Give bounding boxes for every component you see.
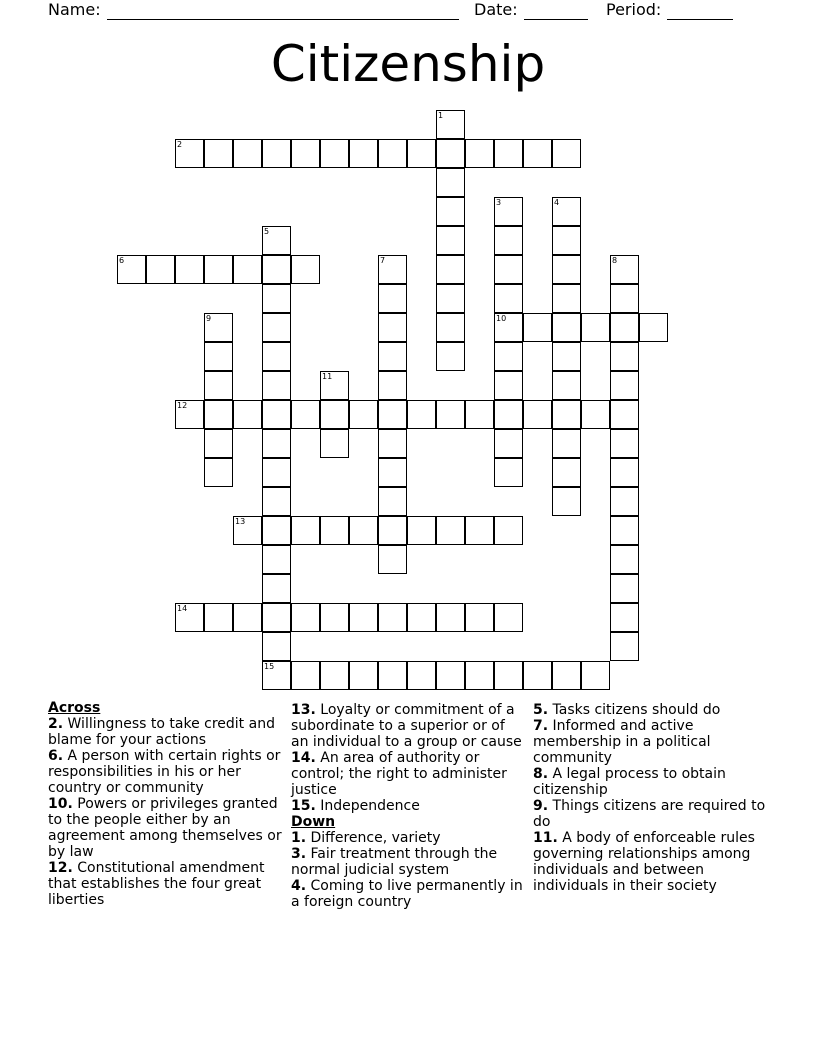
grid-cell[interactable]: [378, 661, 407, 690]
grid-cell[interactable]: [349, 603, 378, 632]
grid-cell[interactable]: [494, 661, 523, 690]
grid-cell[interactable]: [233, 400, 262, 429]
grid-cell[interactable]: [204, 429, 233, 458]
grid-cell[interactable]: [262, 139, 291, 168]
clue-down-5: 5. Tasks citizens should do: [533, 702, 721, 718]
grid-cell[interactable]: [610, 400, 639, 429]
grid-cell[interactable]: [378, 342, 407, 371]
clue-across-13: 13. Loyalty or commitment of a subordinate to a superior or of an individual to a group or cause: [291, 702, 522, 750]
grid-cell[interactable]: [523, 661, 552, 690]
grid-cell[interactable]: [291, 661, 320, 690]
clue-number-3: 3: [496, 198, 502, 207]
grid-cell[interactable]: [262, 603, 291, 632]
clues-column-1: [48, 700, 284, 908]
grid-cell[interactable]: [320, 603, 349, 632]
grid-cell[interactable]: [233, 139, 262, 168]
grid-cell[interactable]: [262, 255, 291, 284]
grid-cell[interactable]: [552, 139, 581, 168]
clue-down-4: 4. Coming to live permanently in a foreign country: [291, 878, 523, 910]
grid-cell[interactable]: [378, 371, 407, 400]
grid-cell[interactable]: [494, 226, 523, 255]
grid-cell[interactable]: [349, 516, 378, 545]
grid-cell[interactable]: [552, 284, 581, 313]
grid-cell[interactable]: [552, 371, 581, 400]
grid-cell[interactable]: [436, 661, 465, 690]
grid-cell[interactable]: [465, 139, 494, 168]
grid-cell[interactable]: [436, 313, 465, 342]
clue-across-10: 10. Powers or privileges granted to the people either by an agreement among themselves or by law: [48, 796, 282, 860]
grid-cell[interactable]: [262, 458, 291, 487]
grid-cell[interactable]: [610, 284, 639, 313]
grid-cell[interactable]: [436, 603, 465, 632]
clue-across-6: 6. A person with certain rights or responsibilities in his or her country or community: [48, 748, 281, 796]
clue-number-6: 6: [119, 256, 125, 265]
grid-cell[interactable]: [204, 603, 233, 632]
grid-cell[interactable]: [639, 313, 668, 342]
grid-cell[interactable]: [291, 400, 320, 429]
clue-number-7: 7: [380, 256, 386, 265]
clue-number-5: 5: [264, 227, 270, 236]
grid-cell[interactable]: [436, 255, 465, 284]
grid-cell[interactable]: [204, 139, 233, 168]
clue-down-9: 9. Things citizens are required to do: [533, 798, 766, 830]
grid-cell[interactable]: [610, 371, 639, 400]
grid-cell[interactable]: [610, 487, 639, 516]
grid-cell[interactable]: [378, 458, 407, 487]
grid-cell[interactable]: [262, 284, 291, 313]
clue-number-11: 11: [322, 372, 333, 381]
down-heading: Down: [291, 814, 336, 830]
grid-cell[interactable]: [262, 487, 291, 516]
grid-cell[interactable]: [320, 516, 349, 545]
grid-cell[interactable]: [407, 603, 436, 632]
grid-cell[interactable]: [581, 400, 610, 429]
grid-cell[interactable]: [581, 313, 610, 342]
grid-cell[interactable]: [378, 603, 407, 632]
grid-cell[interactable]: [610, 458, 639, 487]
grid-cell[interactable]: [146, 255, 175, 284]
clue-number-2: 2: [177, 140, 183, 149]
period-label: Period:: [606, 0, 662, 19]
grid-cell[interactable]: [378, 429, 407, 458]
grid-cell[interactable]: [465, 603, 494, 632]
grid-cell[interactable]: [378, 284, 407, 313]
grid-cell[interactable]: [436, 226, 465, 255]
grid-cell[interactable]: [378, 313, 407, 342]
clue-number-9: 9: [206, 314, 212, 323]
clue-across-12: 12. Constitutional amendment that establishes the four great liberties: [48, 860, 265, 908]
grid-cell[interactable]: [436, 342, 465, 371]
grid-cell[interactable]: [175, 255, 204, 284]
grid-cell[interactable]: [610, 545, 639, 574]
grid-cell[interactable]: [552, 429, 581, 458]
grid-cell[interactable]: [262, 516, 291, 545]
grid-cell[interactable]: [262, 545, 291, 574]
clue-across-2: 2. Willingness to take credit and blame for your actions: [48, 716, 275, 748]
grid-cell[interactable]: [465, 661, 494, 690]
grid-cell[interactable]: [581, 661, 610, 690]
clue-number-8: 8: [612, 256, 618, 265]
grid-cell[interactable]: [552, 226, 581, 255]
grid-cell[interactable]: [407, 516, 436, 545]
grid-cell[interactable]: [436, 516, 465, 545]
grid-cell[interactable]: [349, 661, 378, 690]
grid-cell[interactable]: [610, 429, 639, 458]
grid-cell[interactable]: [204, 458, 233, 487]
across-heading: Across: [48, 700, 101, 716]
grid-cell[interactable]: [494, 516, 523, 545]
grid-cell[interactable]: [262, 313, 291, 342]
date-label: Date:: [474, 0, 518, 19]
grid-cell[interactable]: [204, 255, 233, 284]
grid-cell[interactable]: [233, 603, 262, 632]
grid-cell[interactable]: [320, 429, 349, 458]
grid-cell[interactable]: [552, 487, 581, 516]
grid-cell[interactable]: [494, 429, 523, 458]
clue-number-4: 4: [554, 198, 560, 207]
grid-cell[interactable]: [465, 516, 494, 545]
grid-cell[interactable]: [494, 139, 523, 168]
grid-cell[interactable]: [262, 371, 291, 400]
grid-cell[interactable]: [552, 661, 581, 690]
clue-number-10: 10: [496, 314, 507, 323]
grid-cell[interactable]: [552, 458, 581, 487]
grid-cell[interactable]: [610, 574, 639, 603]
grid-cell[interactable]: [494, 400, 523, 429]
grid-cell[interactable]: [436, 197, 465, 226]
grid-cell[interactable]: [378, 139, 407, 168]
grid-cell[interactable]: [204, 342, 233, 371]
grid-cell[interactable]: [494, 603, 523, 632]
grid-cell[interactable]: [610, 313, 639, 342]
grid-cell[interactable]: [262, 400, 291, 429]
grid-cell[interactable]: [610, 516, 639, 545]
grid-cell[interactable]: [552, 313, 581, 342]
grid-cell[interactable]: [233, 255, 262, 284]
grid-cell[interactable]: [320, 139, 349, 168]
puzzle-title: Citizenship: [270, 35, 546, 93]
clues-column-3: [533, 702, 773, 894]
grid-cell[interactable]: [204, 371, 233, 400]
grid-cell[interactable]: [291, 255, 320, 284]
grid-cell[interactable]: [378, 545, 407, 574]
grid-cell[interactable]: [523, 400, 552, 429]
grid-cell[interactable]: [378, 487, 407, 516]
grid-cell[interactable]: [262, 574, 291, 603]
grid-cell[interactable]: [407, 400, 436, 429]
clue-across-14: 14. An area of authority or control; the right to administer justice: [291, 750, 507, 798]
grid-cell[interactable]: [436, 284, 465, 313]
clue-number-1: 1: [438, 111, 444, 120]
grid-cell[interactable]: [291, 139, 320, 168]
grid-cell[interactable]: [349, 400, 378, 429]
grid-cell[interactable]: [320, 661, 349, 690]
clue-number-15: 15: [264, 662, 275, 671]
grid-cell[interactable]: [436, 400, 465, 429]
grid-cell[interactable]: [262, 632, 291, 661]
grid-cell[interactable]: [436, 168, 465, 197]
clue-down-8: 8. A legal process to obtain citizenship: [533, 766, 726, 798]
grid-cell[interactable]: [494, 371, 523, 400]
clue-down-7: 7. Informed and active membership in a political community: [533, 718, 711, 766]
grid-cell[interactable]: [610, 603, 639, 632]
grid-cell[interactable]: [291, 516, 320, 545]
grid-cell[interactable]: [523, 313, 552, 342]
grid-cell[interactable]: [610, 632, 639, 661]
clues-column-2: [291, 702, 523, 910]
grid-cell[interactable]: [494, 255, 523, 284]
grid-cell[interactable]: [291, 603, 320, 632]
clue-down-1: 1. Difference, variety: [291, 830, 441, 846]
clue-across-15: 15. Independence: [291, 798, 420, 814]
grid-cell[interactable]: [494, 458, 523, 487]
grid-cell[interactable]: [552, 400, 581, 429]
name-label: Name:: [48, 0, 101, 19]
grid-cell[interactable]: [407, 661, 436, 690]
clue-number-12: 12: [177, 401, 188, 410]
clue-number-14: 14: [177, 604, 188, 613]
grid-cell[interactable]: [436, 139, 465, 168]
grid-cell[interactable]: [523, 139, 552, 168]
grid-cell[interactable]: [465, 400, 494, 429]
grid-cell[interactable]: [610, 342, 639, 371]
grid-cell[interactable]: [204, 400, 233, 429]
grid-cell[interactable]: [378, 400, 407, 429]
grid-cell[interactable]: [262, 429, 291, 458]
grid-cell[interactable]: [378, 516, 407, 545]
grid-cell[interactable]: [262, 342, 291, 371]
clue-number-13: 13: [235, 517, 246, 526]
grid-cell[interactable]: [552, 342, 581, 371]
grid-cell[interactable]: [349, 139, 378, 168]
clue-down-3: 3. Fair treatment through the normal judicial system: [291, 846, 498, 878]
grid-cell[interactable]: [494, 342, 523, 371]
clue-down-11: 11. A body of enforceable rules governing relationships among individuals and between individuals in their society: [533, 830, 755, 894]
grid-cell[interactable]: [407, 139, 436, 168]
grid-cell[interactable]: [552, 255, 581, 284]
grid-cell[interactable]: [494, 284, 523, 313]
grid-cell[interactable]: [320, 400, 349, 429]
